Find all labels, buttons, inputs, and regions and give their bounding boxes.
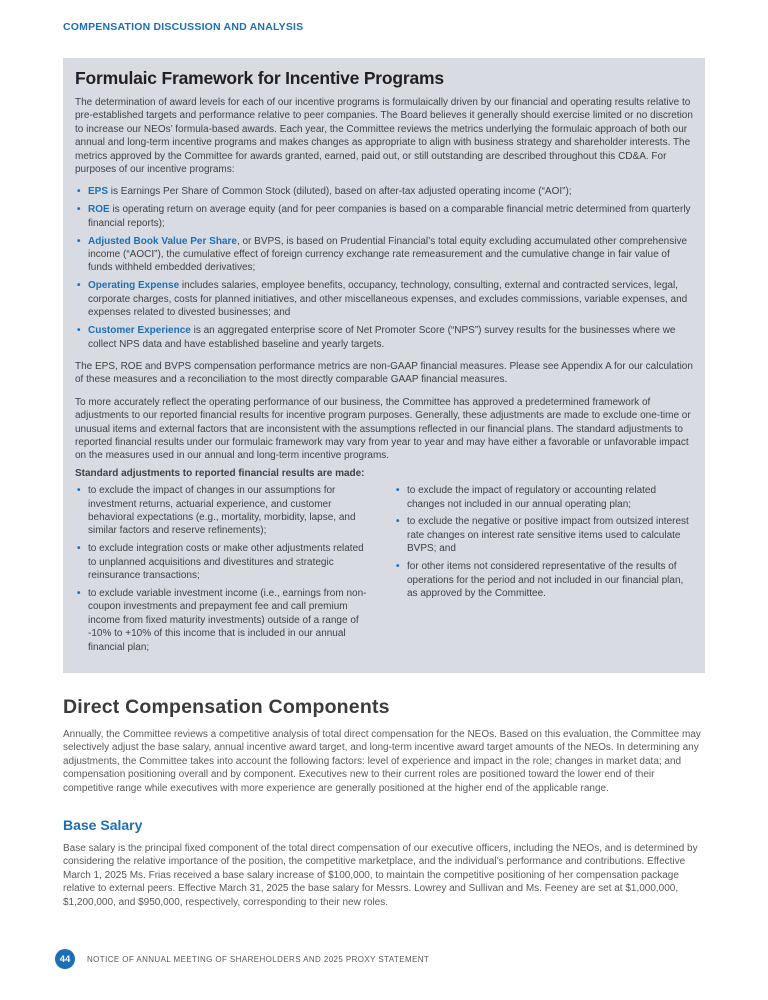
adjustments-right-column bbox=[394, 484, 693, 658]
metric-term: Operating Expense bbox=[88, 280, 180, 292]
footer-label: NOTICE OF ANNUAL MEETING OF SHAREHOLDERS AND 2025 PROXY STATEMENT bbox=[87, 954, 430, 964]
adjustments-left-list bbox=[75, 484, 374, 654]
direct-compensation-title: Direct Compensation Components bbox=[63, 695, 390, 718]
metric-definition-item: • ROE is operating return on average equity (and for peer companies is based on a comparable financial metric determined from quarterly financial reports); bbox=[75, 203, 693, 230]
metric-definition-item: • EPS is Earnings Per Share of Common Stock (diluted), based on after-tax adjusted operating income (“AOI”); bbox=[75, 185, 693, 198]
adjustment-item: • to exclude the impact of regulatory or accounting related changes not included in our annual operating plan; bbox=[394, 484, 693, 511]
base-salary-title: Base Salary bbox=[63, 816, 143, 833]
adjustments-intro-paragraph: To more accurately reflect the operating performance of our business, the Committee has approved a predetermined framework of adjustments to our reported financial results for incentive program purposes. Generally, these adjustments are made to exclude one-time or unusual items and external factors that are inconsistent with the assumptions reflected in our financial plans. The standard adjustments to reported financial results under our formulaic framework may vary from year to year and may have either a favorable or unfavorable impact on the measures used in our annual and long-term incentive programs. bbox=[75, 396, 691, 462]
adjustment-item: • to exclude variable investment income (i.e., earnings from non-coupon investments and prepayment fee and call premium income from fixed maturity investments) outside of a range of -10% to +10% of this income that is included in our annual financial plan; bbox=[75, 587, 374, 654]
base-salary-paragraph: Base salary is the principal fixed component of the total direct compensation of our executive officers, including the NEOs, and is determined by considering the relative importance of the position, the competitive marketplace, and the individual’s performance and contributions. Effective March 1, 2025 Ms. Frias received a base salary increase of $100,000, to maintain the competitive positioning of her compensation package relative to external peers. Effective March 31, 2025 the base salary for Messrs. Lowrey and Sullivan and Ms. Feeney are set at $1,000,000, $1,200,000, and $950,000, respectively, corresponding to their new roles. bbox=[63, 842, 698, 908]
framework-box-title: Formulaic Framework for Incentive Programs bbox=[75, 68, 444, 88]
adjustment-item: • to exclude the negative or positive impact from outsized interest rate changes on interest rate sensitive items used to calculate BVPS; and bbox=[394, 515, 693, 555]
page-number-badge: 44 bbox=[55, 949, 75, 969]
adjustments-left-column bbox=[75, 484, 374, 658]
metric-definition-item: • Adjusted Book Value Per Share, or BVPS, is based on Prudential Financial’s total equity excluding accumulated other comprehensive income (“AOCI”), the cumulative effect of foreign currency exchange rate remeasurement and the cumulative change in fair value of funds withheld embedded derivatives; bbox=[75, 235, 693, 275]
metric-definition-item: • Operating Expense includes salaries, employee benefits, occupancy, technology, consulting, external and contracted services, legal, corporate charges, costs for planned initiatives, and other miscellaneous expenses, and excludes commissions, variable expenses, and expenses related to divested businesses; and bbox=[75, 279, 693, 319]
adjustments-right-list bbox=[394, 484, 693, 600]
metric-definition-item: • Customer Experience is an aggregated enterprise score of Net Promoter Score (“NPS”) survey results for the businesses where we collect NPS data and have established baseline and yearly targets. bbox=[75, 324, 693, 351]
adjustment-item: • to exclude integration costs or make other adjustments related to unplanned acquisitions and divestitures and strategic reinsurance transactions; bbox=[75, 542, 374, 582]
metric-term: EPS bbox=[88, 186, 109, 198]
non-gaap-note: The EPS, ROE and BVPS compensation performance metrics are non-GAAP financial measures. Please see Appendix A for our calculation of these measures and a reconciliation to the most directly comparable GAAP financial measures. bbox=[75, 360, 693, 386]
adjustments-columns bbox=[75, 484, 693, 658]
metric-term: Customer Experience bbox=[88, 325, 191, 337]
metric-definitions-list bbox=[75, 185, 693, 350]
adjustment-item: • to exclude the impact of changes in our assumptions for investment returns, actuarial experience, and customer behavioral expectations (e.g., mortality, morbidity, lapse, and similar factors and reserve refinements); bbox=[75, 484, 374, 538]
page-content bbox=[63, 58, 705, 909]
direct-compensation-paragraph: Annually, the Committee reviews a competitive analysis of total direct compensation for the NEOs. Based on this evaluation, the Committee may selectively adjust the base salary, annual incentive award target, and long-term incentive award target amounts of the NEOs. In determining any adjustments, the Committee takes into account the following factors: level of experience and impact in the role; changes in market data; and compensation positioning overall and by component. Executives new to their current roles are positioned toward the lower end of their competitive range while executives with more experience are generally positioned at the higher end of the applicable range. bbox=[63, 728, 701, 794]
adjustment-item: • for other items not considered representative of the results of operations for the period and not included in our financial plan, as approved by the Committee. bbox=[394, 560, 693, 600]
page-footer bbox=[55, 949, 429, 969]
section-eyebrow: COMPENSATION DISCUSSION AND ANALYSIS bbox=[63, 21, 304, 33]
framework-intro-paragraph: The determination of award levels for each of our incentive programs is formulaically driven by our financial and operating results relative to pre-established targets and performance relative to peer companies. The Board believes it generally should exercise limited or no discretion to increase our NEOs’ formula-based awards. Each year, the Committee reviews the metrics underlying the formulaic approach of both our annual and long-term incentive programs and makes changes as appropriate to align with business strategy and shareholder interests. The metrics approved by the Committee for awards granted, earned, paid out, or still outstanding are described throughout this CD&A. For purposes of our incentive programs: bbox=[75, 97, 693, 176]
metric-term: Adjusted Book Value Per Share bbox=[88, 235, 237, 247]
framework-box bbox=[63, 58, 705, 673]
adjustments-heading: Standard adjustments to reported financial results are made: bbox=[75, 467, 365, 479]
metric-term: ROE bbox=[88, 204, 110, 216]
